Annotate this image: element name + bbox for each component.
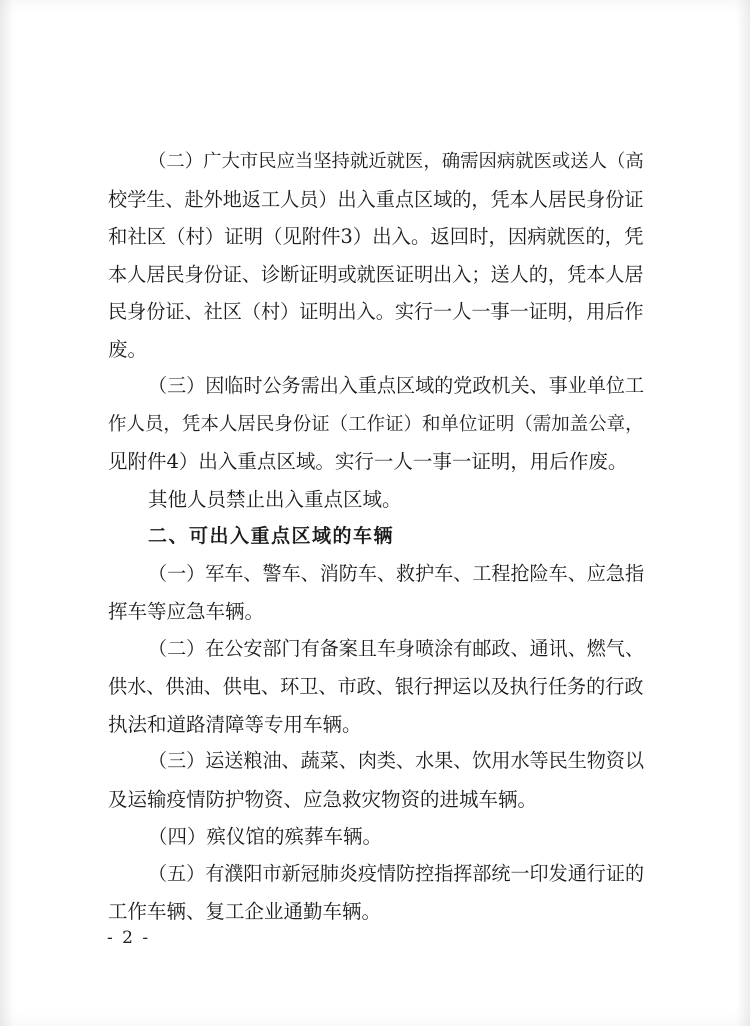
text-line: （四）殡仪馆的殡葬车辆。 (148, 825, 383, 848)
page-number: - 2 - (107, 928, 151, 948)
text-line: （一）军车、警车、消防车、救护车、工程抢险车、应急指 (148, 562, 645, 585)
text-line: 供水、供油、供电、环卫、市政、银行押运以及执行任务的行政 (108, 675, 644, 698)
text-line: （三）运送粮油、蔬菜、肉类、水果、饮用水等民生物资以 (148, 750, 645, 772)
text-line: 民身份证、社区（村）证明出入。实行一人一事一证明，用后作 (108, 300, 644, 323)
section-heading: 二、可出入重点区域的车辆 (148, 525, 395, 547)
document-body (108, 143, 644, 931)
text-line: 校学生、赴外地返工人员）出入重点区域的，凭本人居民身份证 (108, 187, 644, 211)
text-line: （三）因临时公务需出入重点区域的党政机关、事业单位工 (148, 375, 645, 397)
page-edge-shadow-left (0, 0, 14, 1026)
text-line: 挥车等应急车辆。 (108, 600, 265, 623)
text-line: 见附件4）出入重点区域。实行一人一事一证明，用后作废。 (108, 450, 628, 473)
text-line: 本人居民身份证、诊断证明或就医证明出入；送人的，凭本人居 (108, 262, 644, 286)
text-line: 作人员，凭本人居民身份证（工作证）和单位证明（需加盖公章， (108, 413, 644, 435)
text-line: （二）广大市民应当坚持就近就医，确需因病就医或送人（高 (148, 151, 644, 172)
page-edge-shadow-right (736, 0, 750, 1026)
text-line: 其他人员禁止出入重点区域。 (148, 487, 402, 511)
text-line: 工作车辆、复工企业通勤车辆。 (108, 900, 382, 923)
text-line: 废。 (108, 337, 148, 361)
text-line: 和社区（村）证明（见附件3）出入。返回时，因病就医的，凭 (108, 225, 644, 248)
text-line: （五）有濮阳市新冠肺炎疫情防控指挥部统一印发通行证的 (148, 862, 645, 885)
text-line: 及运输疫情防护物资、应急救灾物资的进城车辆。 (108, 787, 538, 811)
text-line: 执法和道路清障等专用车辆。 (108, 712, 362, 736)
text-line: （二）在公安部门有备案且车身喷涂有邮政、通讯、燃气、 (148, 637, 645, 660)
